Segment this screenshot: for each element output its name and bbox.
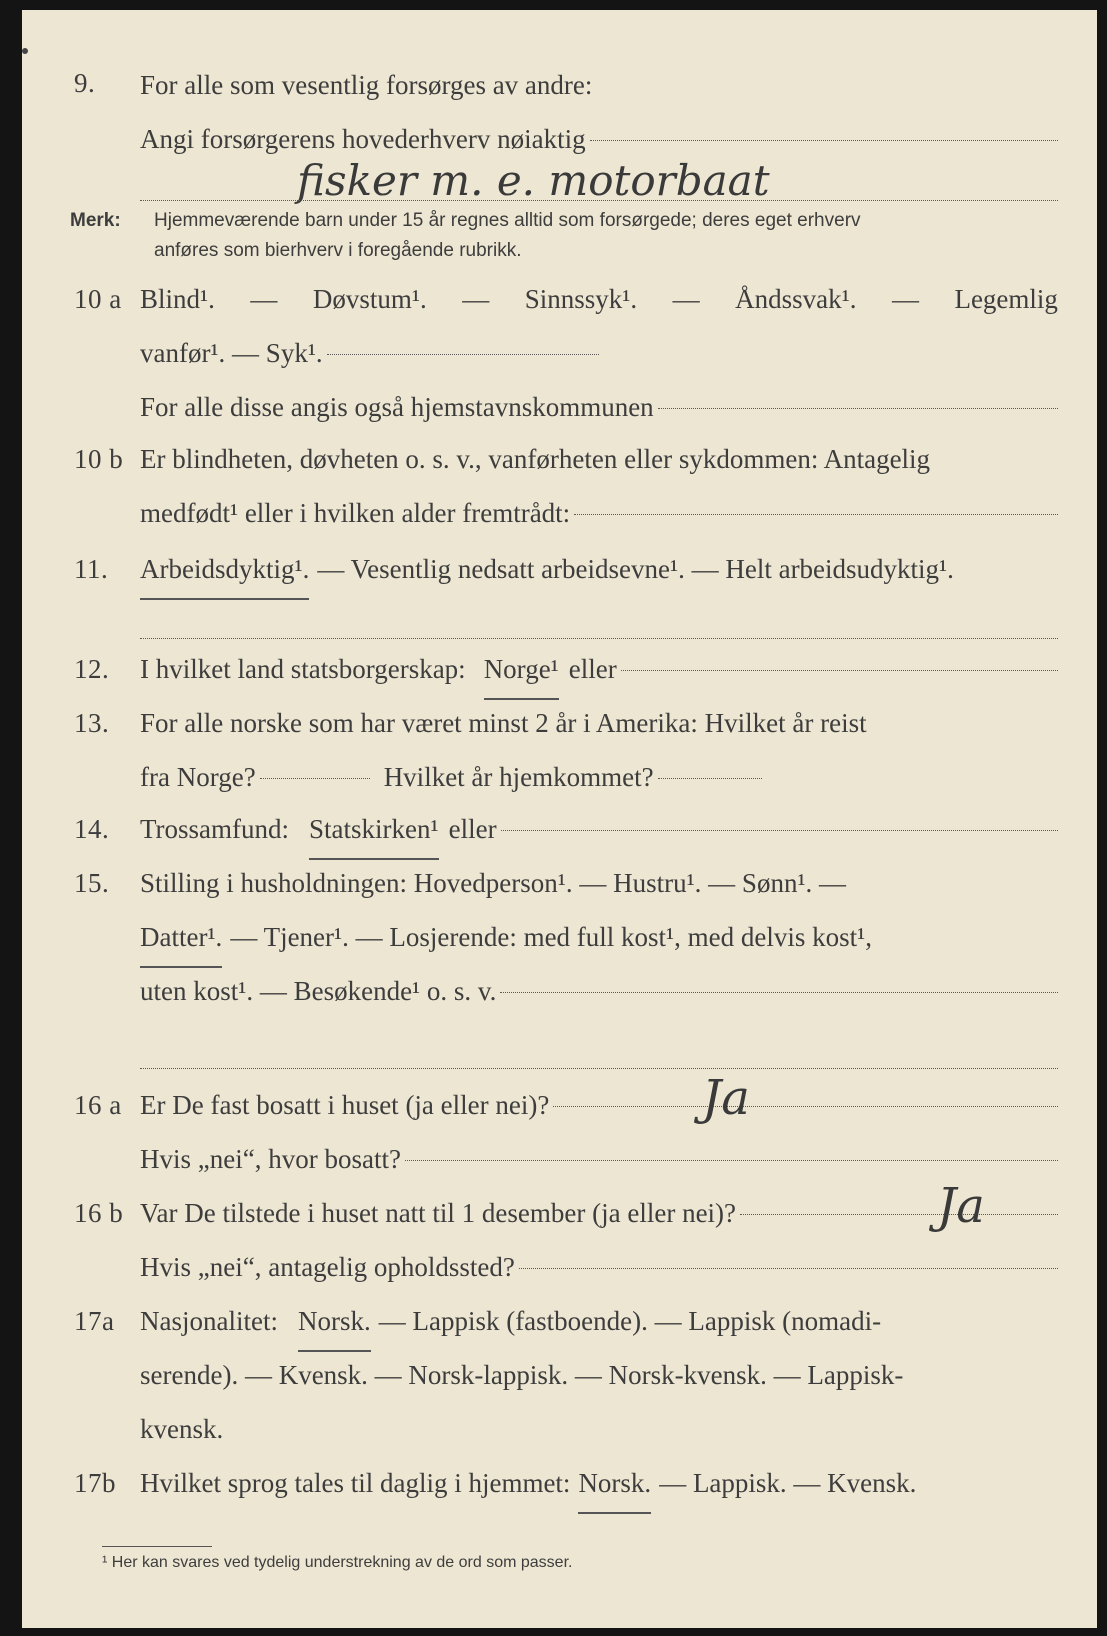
question-text: Hvis „nei“, hvor bosatt? bbox=[140, 1144, 401, 1174]
answer-line[interactable] bbox=[140, 200, 1058, 201]
question-number: 10 a bbox=[74, 284, 122, 314]
handwritten-answer: Ja bbox=[937, 1178, 985, 1234]
question-text: fra Norge? bbox=[140, 762, 256, 792]
dash: — bbox=[462, 284, 490, 314]
question-text: Er De fast bosatt i huset (ja eller nei)? bbox=[140, 1090, 550, 1120]
question-text: kvensk. bbox=[140, 1414, 224, 1444]
question-text: — Vesentlig nedsatt arbeidsevne¹. — Helt arbeidsudyktig¹. bbox=[317, 554, 954, 584]
question-number: 9. bbox=[74, 68, 96, 98]
question-number: 13. bbox=[74, 708, 110, 738]
question-text: For alle norske som har været minst 2 år i Amerika: Hvilket år reist bbox=[140, 708, 867, 738]
note-label: Merk: bbox=[70, 210, 121, 231]
question-number: 17a bbox=[74, 1306, 115, 1336]
option-blind[interactable]: Blind¹. bbox=[140, 284, 215, 314]
answer-line[interactable] bbox=[500, 992, 1058, 993]
answer-line[interactable] bbox=[553, 1106, 1058, 1107]
answer-line[interactable] bbox=[405, 1160, 1058, 1161]
question-text: — Tjener¹. — Losjerende: med full kost¹, med delvis kost¹, bbox=[230, 922, 872, 952]
answer-line[interactable] bbox=[621, 670, 1058, 671]
question-text: Angi forsørgerens hovederhverv nøiaktig bbox=[140, 124, 586, 154]
option-norsk[interactable]: Norsk. bbox=[298, 1294, 371, 1352]
note-text: anføres som bierhverv i foregående rubrikk. bbox=[154, 240, 522, 261]
question-text: — Lappisk (fastboende). — Lappisk (nomadi- bbox=[378, 1306, 882, 1336]
question-text: Nasjonalitet: bbox=[140, 1306, 278, 1336]
option-arbeidsdyktig[interactable]: Arbeidsdyktig¹. bbox=[140, 542, 309, 600]
answer-line[interactable] bbox=[501, 830, 1058, 831]
answer-line[interactable] bbox=[140, 638, 1058, 639]
option-dovstum[interactable]: Døvstum¹. bbox=[312, 284, 427, 314]
question-text: For alle disse angis også hjemstavnskommunen bbox=[140, 392, 654, 422]
question-number: 16 a bbox=[74, 1090, 122, 1120]
handwritten-answer: Ja bbox=[702, 1070, 750, 1126]
question-text: vanfør¹. — Syk¹. bbox=[140, 338, 323, 368]
question-text: Er blindheten, døvheten o. s. v., vanførheten eller sykdommen: Antagelig bbox=[140, 444, 931, 474]
margin-dot bbox=[22, 48, 28, 54]
option-statskirken[interactable]: Statskirken¹ bbox=[309, 802, 439, 860]
dash: — bbox=[891, 284, 919, 314]
question-text: Hvilket år hjemkommet? bbox=[383, 762, 654, 792]
answer-line[interactable] bbox=[740, 1214, 1058, 1215]
answer-line[interactable] bbox=[658, 778, 762, 779]
question-text: I hvilket land statsborgerskap: bbox=[140, 654, 466, 684]
note-text: Hjemmeværende barn under 15 år regnes alltid som forsørgede; deres eget erhverv bbox=[154, 210, 861, 231]
option-legemlig[interactable]: Legemlig bbox=[954, 284, 1058, 314]
question-text: Stilling i husholdningen: Hovedperson¹. — Hustru¹. — Sønn¹. — bbox=[140, 868, 847, 898]
answer-line[interactable] bbox=[574, 514, 1058, 515]
question-text: eller bbox=[448, 814, 497, 844]
answer-line[interactable] bbox=[519, 1268, 1058, 1269]
question-text: Hvilket sprog tales til daglig i hjemmet: bbox=[140, 1468, 571, 1498]
answer-line[interactable] bbox=[590, 140, 1058, 141]
option-sinnssyk[interactable]: Sinnssyk¹. bbox=[524, 284, 638, 314]
options-line bbox=[140, 272, 1058, 326]
option-andssvak[interactable]: Åndssvak¹. bbox=[735, 284, 857, 314]
question-text: serende). — Kvensk. — Norsk-lappisk. — Norsk-kvensk. — Lappisk- bbox=[140, 1360, 904, 1390]
option-norge[interactable]: Norge¹ bbox=[484, 642, 559, 700]
answer-line[interactable] bbox=[140, 1068, 1058, 1069]
dash: — bbox=[672, 284, 700, 314]
dash: — bbox=[250, 284, 278, 314]
answer-line[interactable] bbox=[327, 354, 599, 355]
question-text: medfødt¹ eller i hvilken alder fremtrådt: bbox=[140, 498, 571, 528]
footnote: ¹ Her kan svares ved tydelig understrekning av de ord som passer. bbox=[102, 1554, 573, 1571]
question-text: Trossamfund: bbox=[140, 814, 290, 844]
question-number: 16 b bbox=[74, 1198, 124, 1228]
question-number: 10 b bbox=[74, 444, 124, 474]
question-number: 12. bbox=[74, 654, 110, 684]
question-text: Hvis „nei“, antagelig opholdssted? bbox=[140, 1252, 515, 1282]
handwritten-answer: fisker m. e. motorbaat bbox=[297, 156, 770, 205]
question-text: For alle som vesentlig forsørges av andre: bbox=[140, 70, 593, 100]
question-text: eller bbox=[568, 654, 617, 684]
question-number: 11. bbox=[74, 554, 109, 584]
question-number: 14. bbox=[74, 814, 110, 844]
question-text: Var De tilstede i huset natt til 1 desember (ja eller nei)? bbox=[140, 1198, 737, 1228]
option-norsk[interactable]: Norsk. bbox=[578, 1456, 651, 1514]
question-number: 17b bbox=[74, 1468, 116, 1498]
footnote-divider bbox=[102, 1546, 212, 1547]
answer-line[interactable] bbox=[658, 408, 1058, 409]
census-form-page bbox=[22, 10, 1097, 1628]
question-text: uten kost¹. — Besøkende¹ o. s. v. bbox=[140, 976, 497, 1006]
question-text: — Lappisk. — Kvensk. bbox=[659, 1468, 917, 1498]
option-datter[interactable]: Datter¹. bbox=[140, 910, 222, 968]
question-number: 15. bbox=[74, 868, 110, 898]
answer-line[interactable] bbox=[260, 778, 370, 779]
